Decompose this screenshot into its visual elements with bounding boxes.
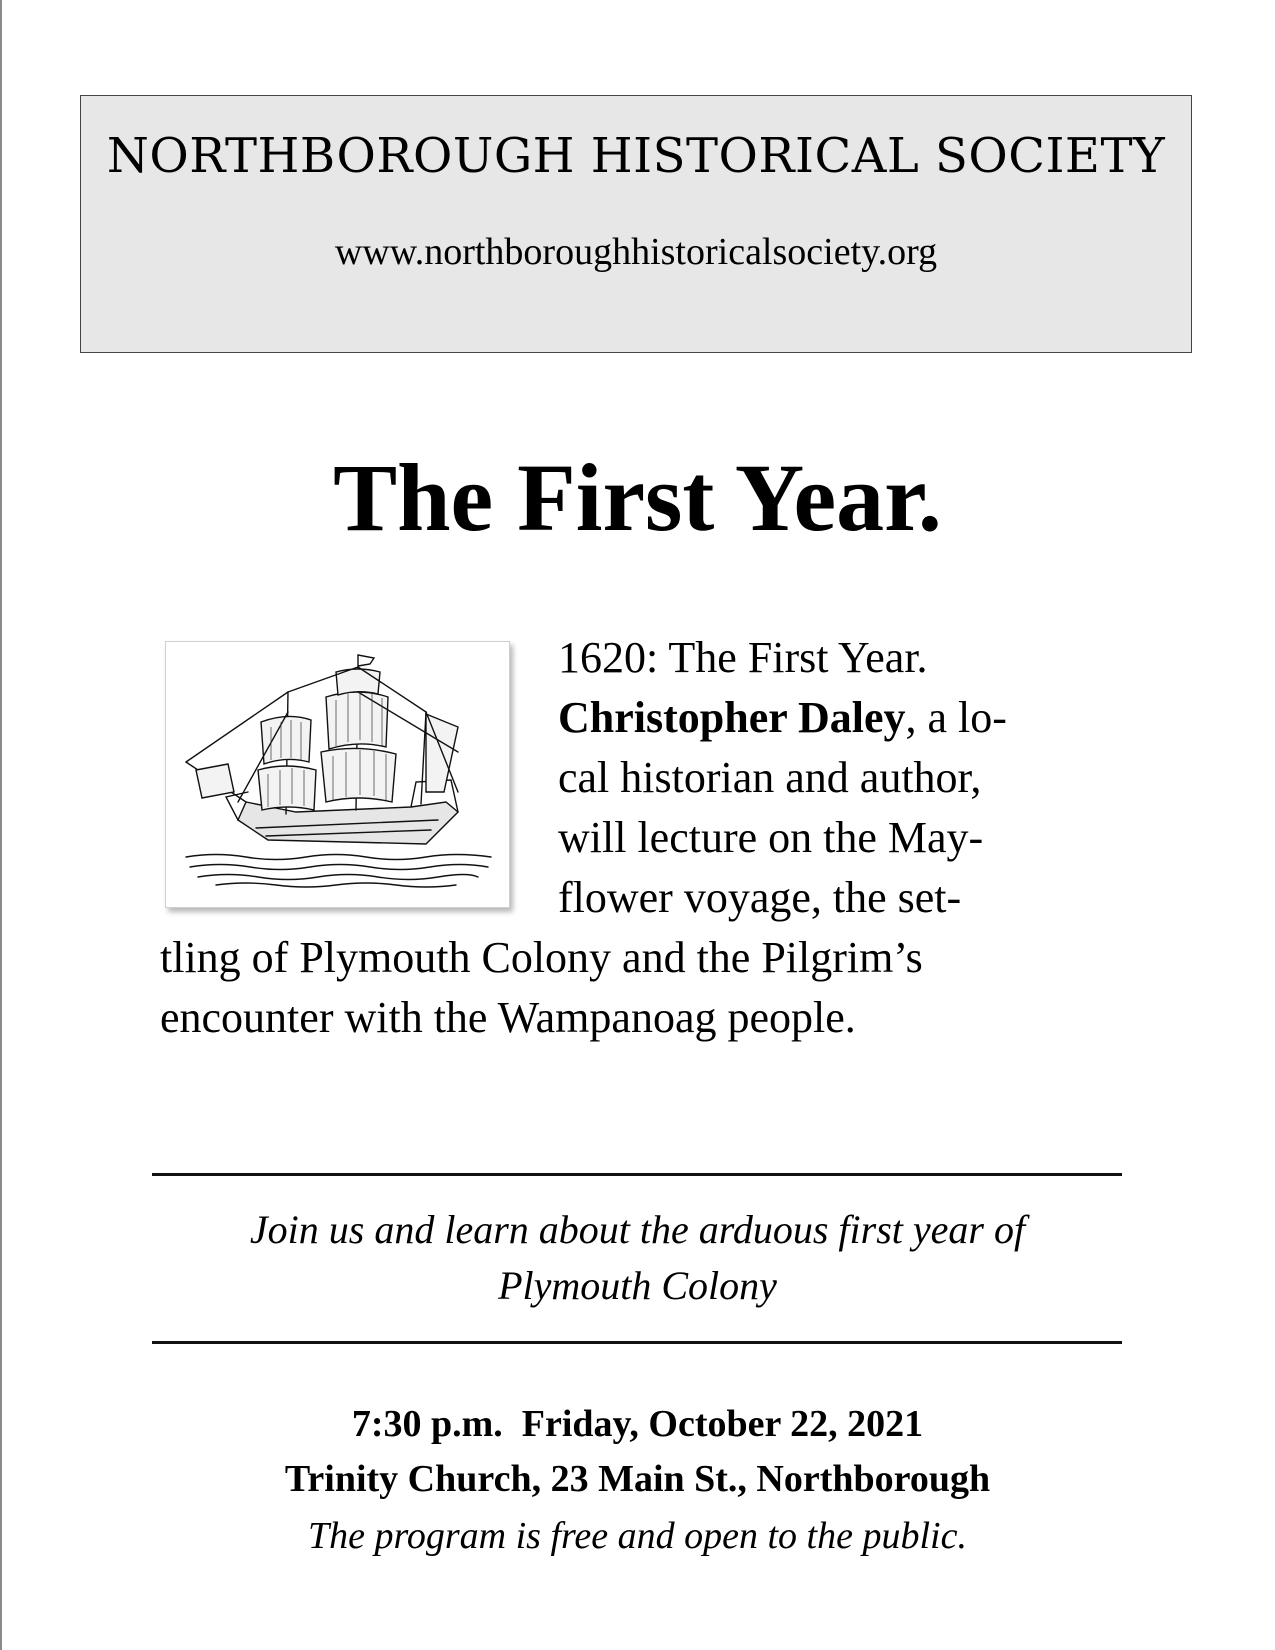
description-line-3: cal historian and author, xyxy=(558,753,982,802)
description-line-6: tling of Plymouth Colony and the Pilgrim’s xyxy=(160,933,923,982)
divider-top xyxy=(152,1173,1122,1176)
page-edge xyxy=(0,0,2,1650)
event-time-date: 7:30 p.m. Friday, October 22, 2021 xyxy=(351,1403,924,1445)
ship-icon xyxy=(176,652,501,899)
divider-bottom xyxy=(152,1341,1122,1344)
speaker-name: Christopher Daley xyxy=(558,693,906,742)
description-line-7: encounter with the Wampanoag people. xyxy=(160,993,856,1042)
description-line-4: will lecture on the May- xyxy=(558,813,984,862)
description-line-5: flower voyage, the set- xyxy=(558,873,962,922)
header-box xyxy=(80,95,1192,353)
event-location: Trinity Church, 23 Main St., Northborough xyxy=(284,1458,991,1500)
organization-website: www.northboroughhistoricalsociety.org xyxy=(334,231,938,273)
invitation-line-1: Join us and learn about the arduous first year of xyxy=(249,1207,1026,1252)
description-line-2-rest: , a lo- xyxy=(905,693,1007,742)
event-admission-note: The program is free and open to the public. xyxy=(308,1515,967,1557)
description-line-1: 1620: The First Year. xyxy=(558,633,928,682)
description-line-2 xyxy=(558,688,1007,748)
ship-illustration-frame xyxy=(165,641,510,908)
invitation-line-2: Plymouth Colony xyxy=(498,1263,777,1308)
event-title: The First Year. xyxy=(333,444,942,551)
organization-name: NORTHBOROUGH HISTORICAL SOCIETY xyxy=(106,128,1166,184)
